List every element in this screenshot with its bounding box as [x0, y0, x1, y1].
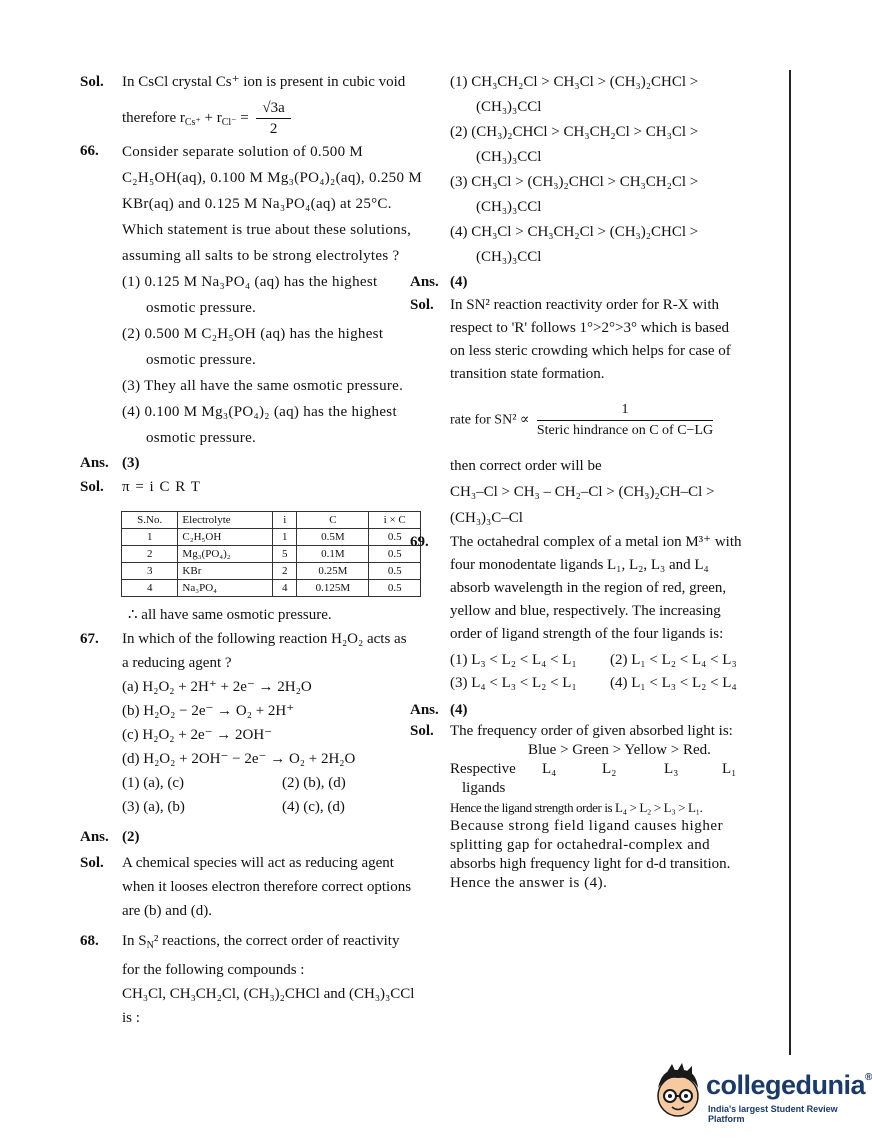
sol69-label: Sol.	[410, 723, 434, 739]
logo-tagline: India's largest Student Review Platform	[708, 1104, 838, 1124]
q67-reaction-c: (c) H₂O₂ + 2e⁻ → 2OH⁻	[122, 727, 273, 743]
q68-line3: CH₃Cl, CH₃CH₂Cl, (CH₃)₂CHCl and (CH₃)₃CCl	[122, 986, 415, 1002]
q68-option-4: (4) CH₃Cl > CH₃CH₂Cl > (CH₃)₂CHCl >	[450, 224, 699, 240]
q68-line1-a: In S	[122, 933, 147, 949]
q68-line2: for the following compounds :	[122, 962, 305, 978]
sol65-block	[80, 70, 432, 94]
q69-block	[410, 531, 795, 695]
sol66-row	[80, 475, 432, 499]
q67-option-2: (2) (b), (d)	[282, 775, 346, 791]
table-row	[122, 580, 421, 597]
sol67-line: A chemical species will act as reducing agent	[122, 855, 394, 871]
logo-trademark: ®	[865, 1072, 872, 1083]
table-cell: C₂H₅OH	[178, 529, 273, 546]
q68-option-3-cont: (CH₃)₃CCl	[476, 199, 542, 215]
q67-line2: a reducing agent ?	[122, 655, 232, 671]
sol66-conclusion: ∴ all have same osmotic pressure.	[128, 607, 332, 623]
table-cell: 1	[122, 529, 178, 546]
q69-line: four monodentate ligands L₁, L₂, L₃ and L₄	[450, 557, 709, 573]
table-cell: 0.5	[369, 580, 421, 597]
q67-reaction-a: (a) H₂O₂ + 2H⁺ + 2e⁻ → 2H₂O	[122, 679, 312, 695]
table-cell: 2	[273, 563, 297, 580]
table-cell: KBr	[178, 563, 273, 580]
logo-name	[706, 1070, 872, 1101]
q68-option-4-cont: (CH₃)₃CCl	[476, 249, 542, 265]
sol69-ligand: L₂	[602, 761, 617, 777]
sol68-line: In SN² reaction reactivity order for R-X with	[450, 297, 719, 313]
ans66-value: (3)	[122, 455, 140, 471]
table-row	[122, 529, 421, 546]
ans69-value: (4)	[450, 702, 468, 718]
sol65-label: Sol.	[80, 74, 104, 90]
q66-option-2-cont: osmotic pressure.	[146, 352, 257, 368]
table-cell: 4	[273, 580, 297, 597]
table-header: S.No.	[122, 512, 178, 529]
q66-option-4-cont: osmotic pressure.	[146, 430, 257, 446]
sol69-ligand: L₄	[542, 761, 557, 777]
q68-option-3: (3) CH₃Cl > (CH₃)₂CHCl > CH₃CH₂Cl >	[450, 174, 699, 190]
right-column	[410, 70, 795, 893]
table-cell: 0.125M	[297, 580, 369, 597]
sol66-formula: π = i C R T	[122, 479, 201, 495]
ans68-value: (4)	[450, 274, 468, 290]
q66-number: 66.	[80, 143, 99, 159]
sol66-label: Sol.	[80, 479, 104, 495]
table-cell: Mg₃(PO₄)₂	[178, 546, 273, 563]
table-cell: 0.5M	[297, 529, 369, 546]
table-cell: 0.25M	[297, 563, 369, 580]
sol65-r-cs: r	[179, 109, 185, 126]
q69-line: The octahedral complex of a metal ion M³⁺ with	[450, 534, 742, 550]
table-cell: 5	[273, 546, 297, 563]
sol68-rate-label: rate for SN² ∝	[450, 412, 530, 428]
table-header: C	[297, 512, 369, 529]
q67-block	[80, 627, 432, 819]
q67-line1: In which of the following reaction H₂O₂ acts as	[122, 631, 407, 647]
q69-options-row2	[450, 672, 795, 695]
sol65-cs-sub: Cs⁺	[184, 116, 201, 128]
q66-option-1: (1) 0.125 M Na₃PO₄ (aq) has the highest	[122, 274, 378, 290]
sol68-denominator: Steric hindrance on C of C−LG	[536, 423, 714, 438]
sol69-ligand: L₁	[722, 761, 737, 777]
sol65-formula	[80, 98, 432, 139]
sol68-line: transition state formation.	[450, 366, 605, 382]
q69-option-1: (1) L₃ < L₂ < L₄ < L₁	[450, 652, 577, 668]
ans69-label: Ans.	[410, 702, 439, 718]
sol68-row	[410, 294, 795, 386]
q66-option-2: (2) 0.500 M C₂H₅OH (aq) has the highest	[122, 326, 384, 342]
q67-option-3: (3) (a), (b)	[122, 799, 185, 815]
q69-number: 69.	[410, 534, 429, 550]
q66-line: KBr(aq) and 0.125 M Na₃PO₄(aq) at 25°C.	[122, 196, 392, 212]
sol65-denominator: 2	[269, 121, 278, 137]
mascot-icon	[652, 1062, 704, 1122]
table-cell: 3	[122, 563, 178, 580]
q69-options-row1	[450, 649, 795, 672]
q69-option-3: (3) L₄ < L₃ < L₂ < L₁	[450, 675, 577, 691]
sol69-because: absorbs high frequency light for d-d transition.	[450, 856, 731, 872]
q68-number: 68.	[80, 933, 99, 949]
table-cell: 0.1M	[297, 546, 369, 563]
q67-number: 67.	[80, 631, 99, 647]
q69-line: absorb wavelength in the region of red, green,	[450, 580, 727, 596]
sol69-respective-row	[450, 760, 795, 779]
sol65-cl-sub: Cl⁻	[221, 116, 237, 128]
sol67-label: Sol.	[80, 855, 104, 871]
table-cell: 1	[273, 529, 297, 546]
collegedunia-logo[interactable]	[652, 1060, 872, 1126]
sol66-conclusion-row	[80, 603, 432, 627]
ans66-row	[80, 451, 432, 475]
table-cell: 2	[122, 546, 178, 563]
table-header: i	[273, 512, 297, 529]
q66-option-3: (3) They all have the same osmotic pressure.	[122, 378, 404, 394]
q69-option-4: (4) L₁ < L₃ < L₂ < L₄	[610, 675, 737, 691]
sol69-because: Hence the answer is (4).	[450, 875, 608, 891]
sol68-line: respect to 'R' follows 1°>2°>3° which is based	[450, 320, 730, 336]
sol68-order2: (CH₃)₃C–Cl	[450, 510, 523, 526]
ans69-row	[410, 698, 795, 722]
q66-option-1-cont: osmotic pressure.	[146, 300, 257, 316]
sol65-therefore: therefore	[122, 109, 177, 126]
sol65-eq: =	[240, 109, 249, 126]
sol68-fraction	[537, 400, 713, 441]
sol65-line1: In CsCl crystal Cs⁺ ion is present in cubic void	[122, 74, 406, 90]
ans68-label: Ans.	[410, 274, 439, 290]
sol69-row	[410, 722, 795, 893]
sol65-plus: + r	[204, 109, 222, 126]
q67-reaction-b: (b) H₂O₂ − 2e⁻ → O₂ + 2H⁺	[122, 703, 295, 719]
table-row	[122, 546, 421, 563]
sol69-ligand: L₃	[664, 761, 679, 777]
sol68-label: Sol.	[410, 297, 434, 313]
q68-line1-b: ² reactions, the correct order of reactivity	[153, 933, 400, 949]
q68-option-2-cont: (CH₃)₃CCl	[476, 149, 542, 165]
table-cell: Na₃PO₄	[178, 580, 273, 597]
q66-block	[80, 139, 432, 451]
q67-option-4: (4) (c), (d)	[282, 799, 345, 815]
q66-line: assuming all salts to be strong electrolytes ?	[122, 248, 400, 264]
table-cell: 0.5	[369, 529, 421, 546]
sol67-row	[80, 851, 432, 923]
q66-line: Which statement is true about these solutions,	[122, 222, 412, 238]
sol68-rate	[450, 400, 795, 441]
sol69-respective: Respective	[450, 761, 516, 777]
q66-line: Consider separate solution of 0.500 M	[122, 144, 364, 160]
sol68-line: on less steric crowding which helps for case of	[450, 343, 731, 359]
q69-option-2: (2) L₁ < L₂ < L₄ < L₃	[610, 652, 737, 668]
sol65-fraction	[256, 98, 290, 139]
q68-option-1-cont: (CH₃)₃CCl	[476, 99, 542, 115]
q68-options	[450, 70, 795, 270]
table-cell: 0.5	[369, 563, 421, 580]
sol68-order1: CH₃–Cl > CH₃ – CH₂–Cl > (CH₃)₂CH–Cl >	[450, 484, 715, 500]
q66-option-4: (4) 0.100 M Mg₃(PO₄)₂ (aq) has the highest	[122, 404, 397, 420]
q68-option-1: (1) CH₃CH₂Cl > CH₃Cl > (CH₃)₂CHCl >	[450, 74, 699, 90]
left-column	[80, 70, 432, 1030]
q68-line4: is :	[122, 1010, 140, 1026]
table-cell: 4	[122, 580, 178, 597]
osmotic-table	[121, 511, 421, 597]
ans68-row	[410, 270, 795, 294]
table-header: Electrolyte	[178, 512, 273, 529]
table-cell: 0.5	[369, 546, 421, 563]
sol69-ligands-word: ligands	[462, 780, 506, 796]
sol68-numerator: 1	[537, 400, 713, 421]
logo-name-text: collegedunia	[706, 1070, 866, 1100]
ans66-label: Ans.	[80, 455, 109, 471]
table-header-row	[122, 512, 421, 529]
sol68-order	[450, 453, 795, 531]
sol65-numerator: √3a	[256, 98, 290, 119]
sol69-line1: The frequency order of given absorbed light is:	[450, 723, 733, 739]
sol67-line: when it looses electron therefore correct options	[122, 879, 412, 895]
ans67-label: Ans.	[80, 829, 109, 845]
table-header: i × C	[369, 512, 421, 529]
sol69-colors: Blue > Green > Yellow > Red.	[528, 742, 711, 758]
ans67-row	[80, 825, 432, 849]
q68-block	[80, 929, 432, 1030]
q68-line1	[122, 929, 432, 958]
q69-line: yellow and blue, respectively. The increasing	[450, 603, 721, 619]
sol69-because: Because strong field ligand causes higher	[450, 818, 724, 834]
q67-option-1: (1) (a), (c)	[122, 775, 185, 791]
q66-line: C₂H₅OH(aq), 0.100 M Mg₃(PO₄)₂(aq), 0.250 M	[122, 170, 422, 186]
sol69-because: splitting gap for octahedral-complex and	[450, 837, 711, 853]
q67-options-row2	[122, 795, 432, 819]
q69-line: order of ligand strength of the four ligands is:	[450, 626, 724, 642]
q67-reaction-d: (d) H₂O₂ + 2OH⁻ − 2e⁻ → O₂ + 2H₂O	[122, 751, 356, 767]
q68-option-2: (2) (CH₃)₂CHCl > CH₃CH₂Cl > CH₃Cl >	[450, 124, 699, 140]
sol68-then: then correct order will be	[450, 458, 602, 474]
sol67-line: are (b) and (d).	[122, 903, 212, 919]
q67-options-row1	[122, 771, 432, 795]
q68-line1-sub: N	[146, 940, 154, 951]
sol69-hence1: Hence the ligand strength order is L₄ > L₂ > L₃ > L₁.	[450, 800, 703, 815]
ans67-value: (2)	[122, 829, 140, 845]
table-row	[122, 563, 421, 580]
